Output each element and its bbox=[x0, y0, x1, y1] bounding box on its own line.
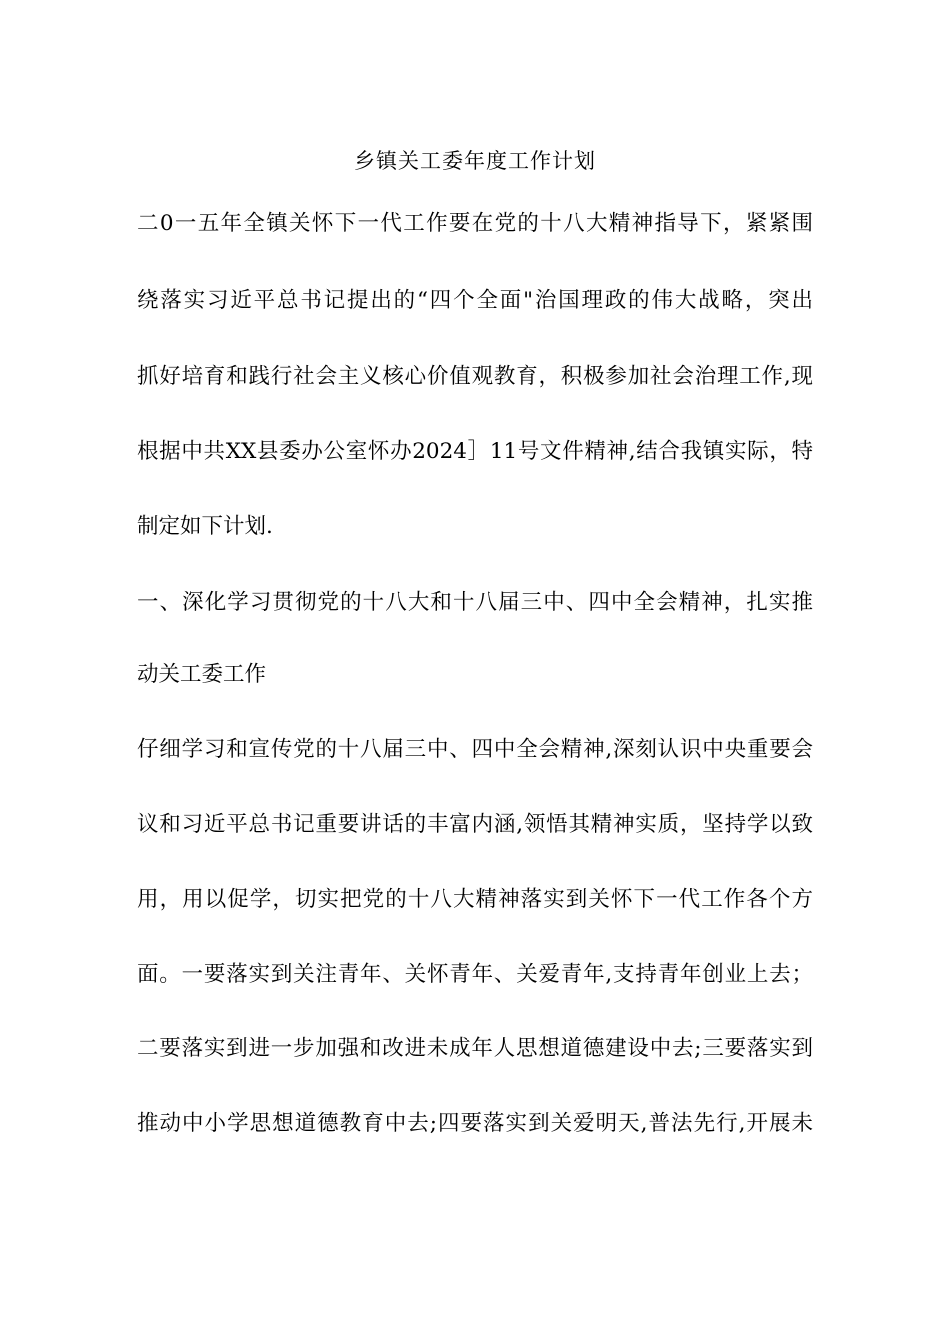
paragraph-line: 二要落实到进一步加强和改进未成年人思想道德建设中去;三要落实到 bbox=[137, 1036, 813, 1061]
paragraph-line: 抓好培育和践行社会主义核心价值观教育，积极参加社会治理工作,现 bbox=[137, 364, 813, 389]
paragraph-line: 制定如下计划. bbox=[137, 514, 273, 539]
paragraph-line: 推动中小学思想道德教育中去;四要落实到关爱明天,普法先行,开展未 bbox=[137, 1111, 813, 1136]
paragraph-line: 二0一五年全镇关怀下一代工作要在党的十八大精神指导下，紧紧围 bbox=[137, 211, 813, 236]
section-heading-line: 一、深化学习贯彻党的十八大和十八届三中、四中全会精神，扎实推 bbox=[137, 590, 813, 615]
paragraph-line: 议和习近平总书记重要讲话的丰富内涵,领悟其精神实质，坚持学以致 bbox=[137, 812, 813, 837]
document-title: 乡镇关工委年度工作计划 bbox=[354, 149, 596, 173]
paragraph-line: 绕落实习近平总书记提出的“四个全面"治国理政的伟大战略，突出 bbox=[137, 288, 813, 313]
paragraph-line: 用，用以促学，切实把党的十八大精神落实到关怀下一代工作各个方 bbox=[137, 887, 813, 912]
paragraph-line: 根据中共XX县委办公室怀办2024］11号文件精神,结合我镇实际，特 bbox=[137, 439, 813, 464]
paragraph-line: 面。一要落实到关注青年、关怀青年、关爱青年,支持青年创业上去； bbox=[137, 962, 813, 987]
section-heading-line: 动关工委工作 bbox=[137, 662, 267, 687]
paragraph-line: 仔细学习和宣传党的十八届三中、四中全会精神,深刻认识中央重要会 bbox=[137, 737, 813, 762]
